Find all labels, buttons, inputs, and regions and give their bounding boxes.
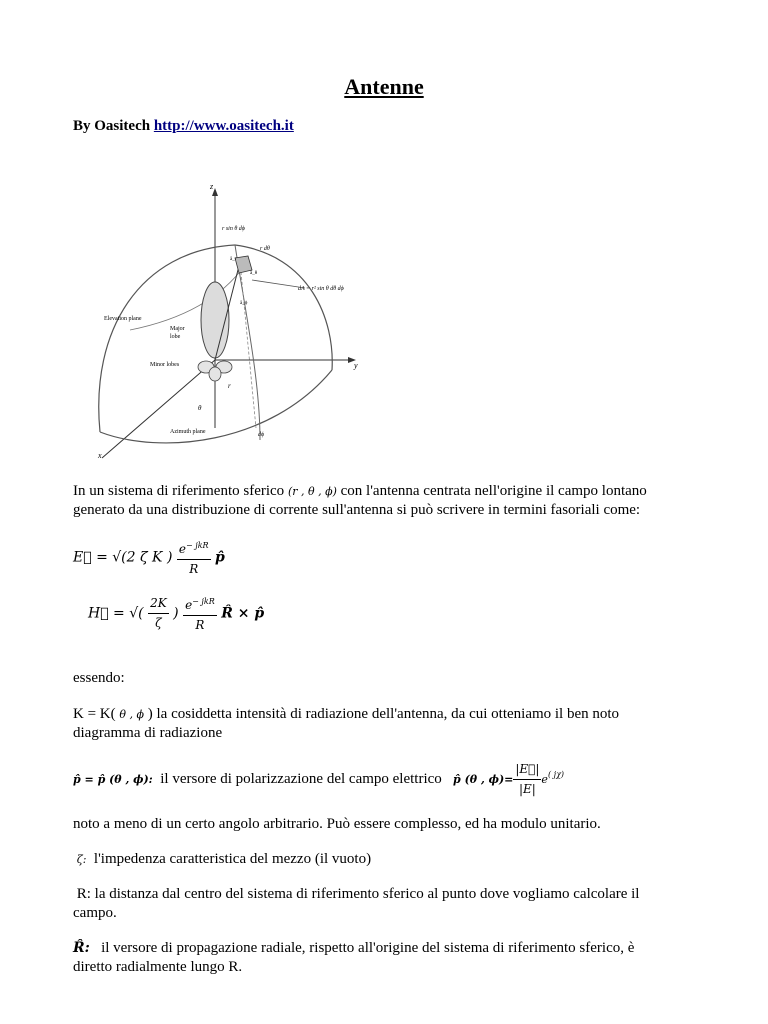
radial-text-a: il versore di propagazione radiale, rispetto all'origine del sistema di riferimento sferico, è bbox=[101, 940, 635, 956]
distance-paragraph bbox=[73, 885, 713, 923]
intro-coords: (r , θ , ϕ) bbox=[287, 485, 337, 498]
polarization-den: |E| bbox=[518, 782, 536, 796]
radial-paragraph bbox=[73, 939, 713, 977]
label-azimuth: Azimuth plane bbox=[170, 429, 206, 435]
label-minor: Minor lobes bbox=[150, 362, 180, 368]
byline-author: By Oasitech bbox=[73, 118, 151, 134]
equation-e-field bbox=[73, 536, 713, 579]
label-a-r: â_r bbox=[230, 257, 237, 262]
eq2-rhs: R̂ × p̂ bbox=[221, 605, 265, 622]
intensity-text-a: K = K( bbox=[73, 706, 116, 722]
eq2-den: R bbox=[195, 618, 205, 632]
label-major-1: Major bbox=[170, 326, 185, 332]
equation-h-field bbox=[88, 592, 728, 635]
intensity-args: θ , ϕ bbox=[119, 708, 144, 721]
spherical-antenna-figure bbox=[70, 170, 380, 462]
label-a-theta: â_θ bbox=[250, 271, 258, 276]
eq2-exp: − jkR bbox=[192, 597, 215, 606]
label-r-dtheta: r dθ bbox=[260, 246, 270, 252]
eq2-fraction bbox=[183, 592, 217, 635]
eq1-exp: − jkR bbox=[185, 541, 209, 550]
intensity-paragraph bbox=[73, 705, 713, 743]
eq2-num: e bbox=[185, 598, 193, 612]
eq2-inner-fraction bbox=[148, 594, 169, 633]
distance-text-a: R: la distanza dal centro del sistema di riferimento sferico al punto dove vogliamo calcolare il bbox=[76, 886, 640, 902]
polarization-note: noto a meno di un certo angolo arbitrario. Può essere complesso, ed ha modulo unitario. bbox=[73, 816, 601, 832]
label-major-2: lobe bbox=[170, 334, 181, 340]
eq2-lhs: H⃗ = √( bbox=[88, 605, 144, 622]
intro-text-a: In un sistema di riferimento sferico bbox=[73, 483, 285, 499]
label-x: x bbox=[98, 451, 102, 460]
byline bbox=[73, 118, 294, 135]
intro-text-c: generato da una distribuzione di corrente sull'antenna si può scrivere in termini fasoriali come: bbox=[73, 502, 641, 518]
eq1-lhs: E⃗ = √(2 ζ K ) bbox=[73, 549, 173, 566]
polarization-paragraph bbox=[73, 760, 713, 799]
polarization-eq-lhs: p̂ (θ , ϕ)= bbox=[453, 772, 514, 786]
impedance-paragraph bbox=[73, 850, 713, 869]
polarization-exp: ( jχ) bbox=[547, 769, 565, 779]
polarization-num: |E⃗| bbox=[513, 760, 541, 780]
eq2-inner-num: 2K bbox=[148, 594, 169, 614]
projection-line bbox=[240, 262, 256, 428]
impedance-symbol: ζ: bbox=[76, 853, 87, 866]
label-a-phi: â_ϕ bbox=[240, 301, 248, 306]
intensity-text-b: ) la cosiddetta intensità di radiazione dell'antenna, da cui otteniamo il ben noto bbox=[147, 706, 620, 722]
oasitech-link[interactable]: http://www.oasitech.it bbox=[153, 118, 294, 134]
eq2-inner-den: ζ bbox=[155, 616, 162, 630]
eq1-rhs: p̂ bbox=[215, 549, 225, 566]
intro-text-b: con l'antenna centrata nell'origine il campo lontano bbox=[340, 483, 647, 499]
polarization-text: il versore di polarizzazione del campo elettrico bbox=[160, 770, 442, 787]
label-r: r bbox=[228, 382, 231, 390]
label-y: y bbox=[354, 361, 358, 370]
eq2-close: ) bbox=[173, 605, 179, 622]
intro-paragraph bbox=[73, 482, 713, 520]
polarization-symbol: p̂ = p̂ (θ , ϕ): bbox=[73, 772, 153, 786]
polarization-exp-base: e bbox=[541, 772, 548, 786]
radial-text-b: diretto radialmente lungo R. bbox=[73, 959, 243, 975]
polarization-fraction bbox=[513, 760, 541, 799]
eq1-fraction bbox=[177, 536, 211, 579]
label-theta: θ bbox=[198, 404, 202, 412]
label-dA: dA = r² sin θ dθ dϕ bbox=[298, 286, 344, 292]
label-elevation: Elevation plane bbox=[104, 316, 142, 322]
radial-symbol: R̂: bbox=[73, 940, 90, 956]
essendo-text: essendo: bbox=[73, 670, 125, 686]
page-title: Antenne bbox=[344, 74, 424, 99]
label-z: z bbox=[210, 182, 214, 191]
eq1-num: e bbox=[178, 542, 186, 556]
label-dphi: dϕ bbox=[258, 432, 265, 438]
eq1-den: R bbox=[189, 562, 199, 576]
impedance-text: l'impedenza caratteristica del mezzo (il vuoto) bbox=[93, 851, 372, 867]
label-r-sin: r sin θ dϕ bbox=[222, 226, 245, 232]
intensity-text-c: diagramma di radiazione bbox=[73, 725, 223, 741]
minor-lobe-bottom bbox=[209, 367, 221, 381]
distance-text-b: campo. bbox=[73, 905, 117, 921]
